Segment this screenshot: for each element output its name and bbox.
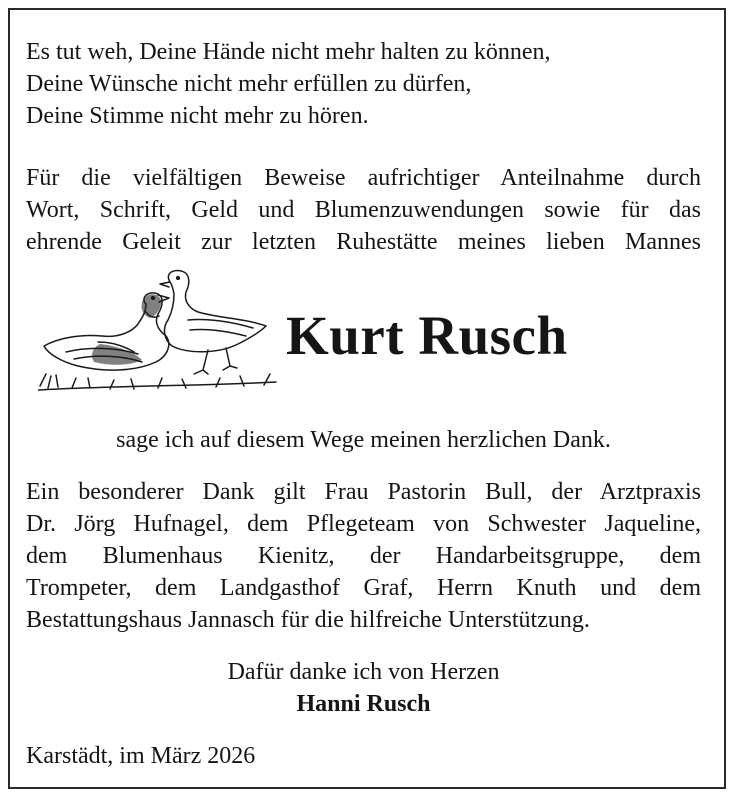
verse [26, 36, 701, 132]
special-thanks-line: dem Blumenhaus Kienitz, der Handarbeitsgruppe, dem [26, 543, 701, 569]
thanks-line: sage ich auf diesem Wege meinen herzlichen Dank. [116, 427, 611, 453]
special-thanks-line: Dr. Jörg Hufnagel, dem Pflegeteam von Schwester Jaqueline, [26, 511, 701, 537]
thanks-intro-line: ehrende Geleit zur letzten Ruhestätte meines lieben Mannes [26, 229, 701, 255]
thanks-intro [26, 162, 701, 258]
ducks-illustration-icon [38, 262, 278, 396]
place-date: Karstädt, im März 2026 [26, 743, 256, 769]
deceased-name: Kurt Rusch [286, 305, 568, 366]
thanks-intro-line: Für die vielfältigen Beweise aufrichtiger Anteilnahme durch [26, 165, 701, 191]
signature: Hanni Rusch [296, 691, 431, 717]
verse-line: Deine Wünsche nicht mehr erfüllen zu dürfen, [26, 71, 472, 97]
verse-line: Es tut weh, Deine Hände nicht mehr halten zu können, [26, 39, 551, 65]
closing: Dafür danke ich von Herzen [227, 659, 500, 685]
thanks-intro-line: Wort, Schrift, Geld und Blumenzuwendungen sowie für das [26, 197, 701, 223]
special-thanks [26, 476, 701, 636]
special-thanks-line: Trompeter, dem Landgasthof Graf, Herrn Knuth und dem [26, 575, 701, 601]
special-thanks-line: Bestattungshaus Jannasch für die hilfreiche Unterstützung. [26, 607, 590, 633]
verse-line: Deine Stimme nicht mehr zu hören. [26, 103, 369, 129]
special-thanks-line: Ein besonderer Dank gilt Frau Pastorin Bull, der Arztpraxis [26, 479, 701, 505]
